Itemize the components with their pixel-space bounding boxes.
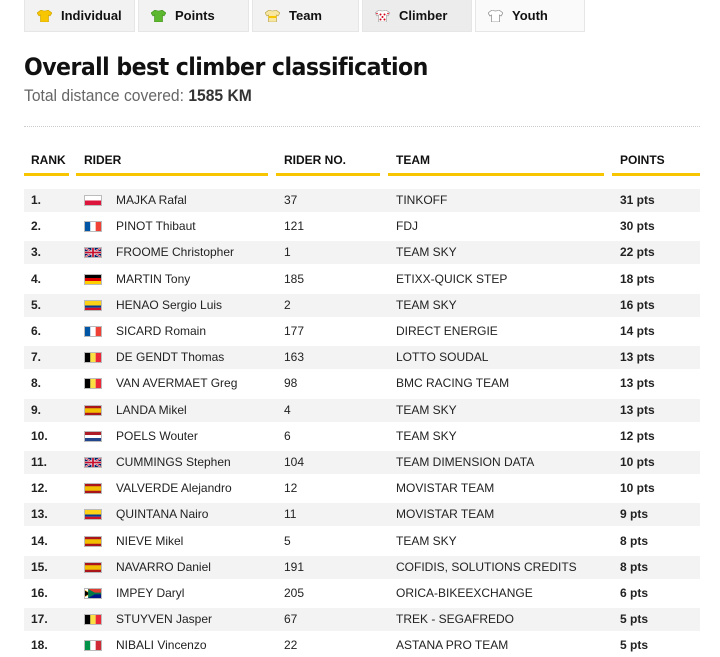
team-name[interactable]: DIRECT ENERGIE bbox=[396, 324, 498, 338]
table-row[interactable] bbox=[24, 268, 700, 291]
rank-cell: 18. bbox=[31, 638, 48, 653]
rank-cell: 9. bbox=[31, 402, 42, 417]
great-britain-flag-icon bbox=[84, 247, 102, 258]
points-cell: 13 pts bbox=[620, 350, 655, 365]
rider-name[interactable]: VAN AVERMAET Greg bbox=[116, 376, 238, 391]
rider-name[interactable]: VALVERDE Alejandro bbox=[116, 481, 232, 496]
table-row[interactable] bbox=[24, 346, 700, 369]
rank-cell: 7. bbox=[31, 350, 42, 365]
team-name[interactable]: TEAM SKY bbox=[396, 428, 457, 443]
points-cell: 14 pts bbox=[620, 324, 655, 338]
points-cell: 18 pts bbox=[620, 271, 655, 286]
points-cell: 10 pts bbox=[620, 481, 655, 496]
team-name[interactable]: TEAM SKY bbox=[396, 533, 457, 548]
distance-subtitle bbox=[24, 86, 252, 106]
points-cell: 6 pts bbox=[620, 586, 649, 600]
rank-cell: 15. bbox=[31, 559, 48, 574]
spain-flag-icon bbox=[84, 562, 102, 573]
team-name[interactable]: TEAM SKY bbox=[396, 297, 457, 312]
points-cell: 8 pts bbox=[620, 533, 649, 548]
france-flag-icon bbox=[84, 326, 102, 337]
rider-number: 2 bbox=[284, 297, 291, 312]
team-name[interactable]: ASTANA PRO TEAM bbox=[396, 638, 509, 653]
yellow-jersey-icon bbox=[37, 10, 52, 22]
rider-name[interactable]: QUINTANA Nairo bbox=[116, 507, 209, 522]
team-jersey-icon bbox=[265, 10, 280, 22]
tab-climber[interactable] bbox=[362, 0, 472, 32]
italy-flag-icon bbox=[84, 640, 102, 651]
header-rider-no: RIDER NO. bbox=[284, 153, 347, 167]
rank-cell: 10. bbox=[31, 428, 48, 443]
rider-name[interactable]: STUYVEN Jasper bbox=[116, 612, 213, 627]
team-name[interactable]: MOVISTAR TEAM bbox=[396, 481, 495, 496]
header-team: TEAM bbox=[396, 153, 430, 167]
rider-number: 1 bbox=[284, 245, 291, 260]
distance-label: Total distance covered: bbox=[24, 86, 184, 105]
rider-number: 104 bbox=[284, 455, 305, 469]
rider-name[interactable]: NAVARRO Daniel bbox=[116, 559, 211, 574]
points-cell: 22 pts bbox=[620, 245, 655, 260]
rider-number: 185 bbox=[284, 271, 305, 286]
great-britain-flag-icon bbox=[84, 457, 102, 468]
rank-cell: 8. bbox=[31, 376, 42, 391]
team-name[interactable]: TEAM DIMENSION DATA bbox=[396, 455, 535, 469]
colombia-flag-icon bbox=[84, 509, 102, 520]
table-row[interactable] bbox=[24, 608, 700, 631]
spain-flag-icon bbox=[84, 536, 102, 547]
rank-cell: 12. bbox=[31, 481, 48, 496]
team-name[interactable]: TINKOFF bbox=[396, 193, 448, 207]
rider-name[interactable]: HENAO Sergio Luis bbox=[116, 297, 223, 312]
header-underline bbox=[76, 173, 268, 176]
table-row[interactable] bbox=[24, 503, 700, 526]
south-africa-flag-icon bbox=[84, 588, 102, 599]
rank-cell: 6. bbox=[31, 324, 42, 338]
team-name[interactable]: FDJ bbox=[396, 219, 418, 234]
rider-name[interactable]: NIEVE Mikel bbox=[116, 533, 184, 548]
rider-number: 191 bbox=[284, 559, 305, 574]
table-row[interactable] bbox=[24, 241, 700, 264]
classification-tabs bbox=[24, 0, 588, 32]
belgium-flag-icon bbox=[84, 352, 102, 363]
tab-label: Individual bbox=[61, 8, 122, 23]
rank-cell: 13. bbox=[31, 507, 48, 522]
rider-name[interactable]: POELS Wouter bbox=[116, 428, 198, 443]
header-rank: RANK bbox=[31, 153, 66, 167]
table-row[interactable] bbox=[24, 320, 700, 343]
germany-flag-icon bbox=[84, 274, 102, 285]
points-cell: 16 pts bbox=[620, 297, 655, 312]
table-row[interactable] bbox=[24, 634, 700, 657]
belgium-flag-icon bbox=[84, 378, 102, 389]
tab-label: Points bbox=[175, 8, 215, 23]
france-flag-icon bbox=[84, 221, 102, 232]
rider-number: 177 bbox=[284, 324, 305, 338]
colombia-flag-icon bbox=[84, 300, 102, 311]
rider-name[interactable]: LANDA Mikel bbox=[116, 402, 187, 417]
tab-points[interactable] bbox=[138, 0, 249, 32]
rider-number: 163 bbox=[284, 350, 305, 365]
rider-number: 205 bbox=[284, 586, 305, 600]
rider-number: 12 bbox=[284, 481, 298, 496]
spain-flag-icon bbox=[84, 483, 102, 494]
header-underline bbox=[24, 173, 69, 176]
rank-cell: 17. bbox=[31, 612, 48, 627]
points-cell: 5 pts bbox=[620, 638, 649, 653]
rider-number: 11 bbox=[284, 507, 297, 522]
table-row[interactable] bbox=[24, 215, 700, 238]
white-jersey-icon bbox=[488, 10, 503, 22]
team-name[interactable]: TEAM SKY bbox=[396, 402, 457, 417]
rank-cell: 3. bbox=[31, 245, 42, 260]
rank-cell: 14. bbox=[31, 533, 48, 548]
team-name[interactable]: MOVISTAR TEAM bbox=[396, 507, 495, 522]
rank-cell: 5. bbox=[31, 297, 42, 312]
header-underline bbox=[612, 173, 700, 176]
points-cell: 9 pts bbox=[620, 507, 649, 522]
rank-cell: 11. bbox=[31, 455, 48, 469]
header-underline bbox=[276, 173, 380, 176]
tab-individual[interactable] bbox=[24, 0, 135, 32]
team-name[interactable]: ORICA-BIKEEXCHANGE bbox=[396, 586, 533, 600]
rider-name[interactable]: DE GENDT Thomas bbox=[116, 350, 225, 365]
rider-name[interactable]: IMPEY Daryl bbox=[116, 586, 185, 600]
team-name[interactable]: COFIDIS, SOLUTIONS CREDITS bbox=[396, 559, 577, 574]
rider-name[interactable]: PINOT Thibaut bbox=[116, 219, 196, 234]
tab-team[interactable] bbox=[252, 0, 359, 32]
tab-label: Team bbox=[289, 8, 322, 23]
points-cell: 31 pts bbox=[620, 193, 655, 207]
rider-name[interactable]: NIBALI Vincenzo bbox=[116, 638, 207, 653]
rider-number: 37 bbox=[284, 193, 298, 207]
rider-name[interactable]: CUMMINGS Stephen bbox=[116, 455, 231, 469]
rider-number: 6 bbox=[284, 428, 291, 443]
rider-name[interactable]: MAJKA Rafal bbox=[116, 193, 187, 207]
rider-name[interactable]: FROOME Christopher bbox=[116, 245, 235, 260]
header-points: POINTS bbox=[620, 153, 665, 167]
team-name[interactable]: LOTTO SOUDAL bbox=[396, 350, 489, 365]
rider-name[interactable]: MARTIN Tony bbox=[116, 271, 191, 286]
team-name[interactable]: TEAM SKY bbox=[396, 245, 457, 260]
points-cell: 5 pts bbox=[620, 612, 649, 627]
distance-value: 1585 KM bbox=[188, 86, 252, 105]
tab-label: Youth bbox=[512, 8, 548, 23]
spain-flag-icon bbox=[84, 405, 102, 416]
divider bbox=[24, 126, 700, 127]
green-jersey-icon bbox=[151, 10, 166, 22]
rider-name[interactable]: SICARD Romain bbox=[116, 324, 207, 338]
rider-number: 4 bbox=[284, 402, 291, 417]
table-row[interactable] bbox=[24, 425, 700, 448]
netherlands-flag-icon bbox=[84, 431, 102, 442]
header-rider: RIDER bbox=[84, 153, 122, 167]
page-title: Overall best climber classification bbox=[24, 53, 428, 81]
points-cell: 13 pts bbox=[620, 376, 655, 391]
rank-cell: 4. bbox=[31, 271, 42, 286]
points-cell: 13 pts bbox=[620, 402, 655, 417]
table-row[interactable] bbox=[24, 399, 700, 422]
header-underline bbox=[388, 173, 604, 176]
table-row[interactable] bbox=[24, 582, 700, 605]
table-row[interactable] bbox=[24, 451, 700, 474]
table-row[interactable] bbox=[24, 477, 700, 500]
rank-cell: 1. bbox=[31, 193, 42, 207]
rider-number: 5 bbox=[284, 533, 291, 548]
rider-number: 67 bbox=[284, 612, 298, 627]
points-cell: 12 pts bbox=[620, 428, 655, 443]
team-name[interactable]: TREK - SEGAFREDO bbox=[396, 612, 515, 627]
table-row[interactable] bbox=[24, 556, 700, 579]
polka-dot-jersey-icon bbox=[375, 10, 390, 22]
tab-label: Climber bbox=[399, 8, 448, 23]
belgium-flag-icon bbox=[84, 614, 102, 625]
table-row[interactable] bbox=[24, 294, 700, 317]
table-row[interactable] bbox=[24, 189, 700, 212]
points-cell: 10 pts bbox=[620, 455, 655, 469]
rider-number: 121 bbox=[284, 219, 305, 234]
tab-youth[interactable] bbox=[475, 0, 585, 32]
poland-flag-icon bbox=[84, 195, 102, 206]
rider-number: 22 bbox=[284, 638, 298, 653]
points-cell: 30 pts bbox=[620, 219, 655, 234]
rank-cell: 2. bbox=[31, 219, 42, 234]
team-name[interactable]: ETIXX-QUICK STEP bbox=[396, 271, 508, 286]
team-name[interactable]: BMC RACING TEAM bbox=[396, 376, 510, 391]
rank-cell: 16. bbox=[31, 586, 48, 600]
table-row[interactable] bbox=[24, 372, 700, 395]
table-row[interactable] bbox=[24, 530, 700, 553]
points-cell: 8 pts bbox=[620, 559, 649, 574]
rider-number: 98 bbox=[284, 376, 298, 391]
